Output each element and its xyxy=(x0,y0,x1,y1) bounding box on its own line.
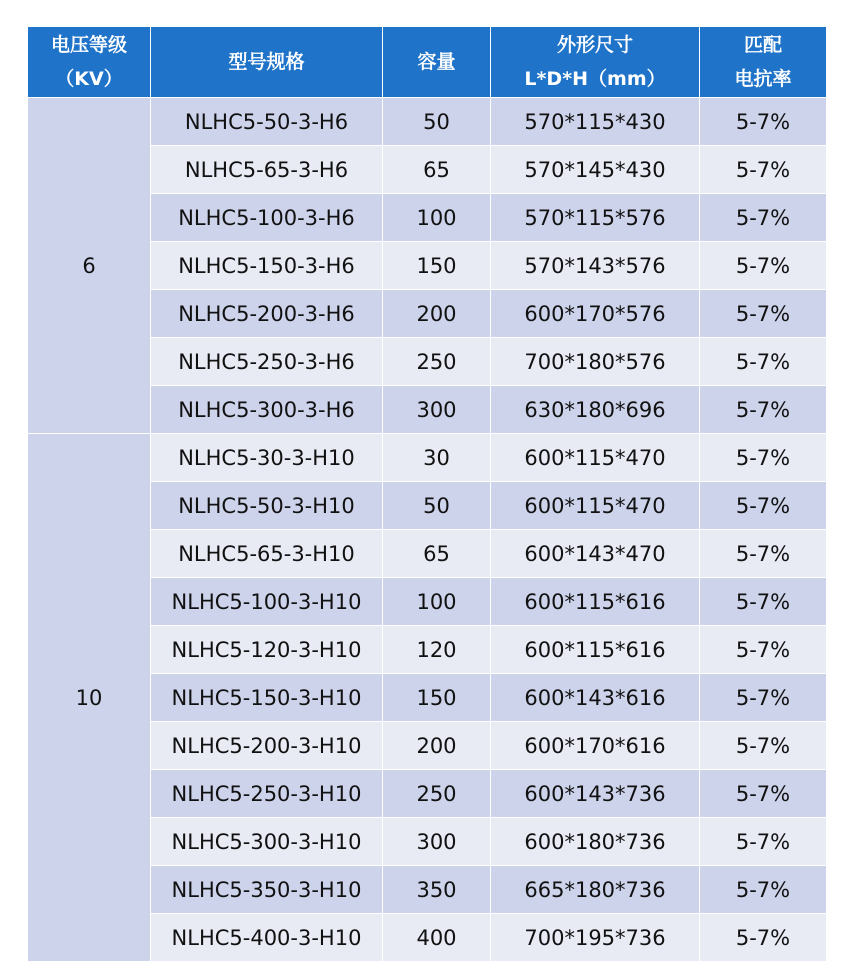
dimension-cell: 570*145*430 xyxy=(491,146,700,194)
reactance-cell: 5-7% xyxy=(700,770,827,818)
table-row xyxy=(28,98,827,146)
header-voltage-line-1: 电压等级 xyxy=(50,34,127,56)
capacity-cell: 50 xyxy=(383,98,491,146)
dimension-cell: 600*180*736 xyxy=(491,818,700,866)
capacity-cell: 30 xyxy=(383,434,491,482)
model-cell: NLHC5-350-3-H10 xyxy=(151,866,383,914)
header-voltage-line-2: （KV） xyxy=(55,68,123,90)
model-cell: NLHC5-400-3-H10 xyxy=(151,914,383,962)
dimension-cell: 600*143*470 xyxy=(491,530,700,578)
capacity-cell: 50 xyxy=(383,482,491,530)
dimension-cell: 600*115*470 xyxy=(491,434,700,482)
reactance-cell: 5-7% xyxy=(700,386,827,434)
model-cell: NLHC5-100-3-H6 xyxy=(151,194,383,242)
dimension-cell: 600*143*736 xyxy=(491,770,700,818)
header-reactance-line-2: 电抗率 xyxy=(734,68,792,90)
model-cell: NLHC5-300-3-H6 xyxy=(151,386,383,434)
model-cell: NLHC5-200-3-H10 xyxy=(151,722,383,770)
model-cell: NLHC5-65-3-H10 xyxy=(151,530,383,578)
reactance-cell: 5-7% xyxy=(700,914,827,962)
header-model: 型号规格 xyxy=(151,27,383,98)
capacity-cell: 300 xyxy=(383,386,491,434)
reactance-cell: 5-7% xyxy=(700,674,827,722)
spec-table xyxy=(27,26,827,961)
dimension-cell: 600*143*616 xyxy=(491,674,700,722)
header-capacity: 容量 xyxy=(383,27,491,98)
capacity-cell: 120 xyxy=(383,626,491,674)
dimension-cell: 700*195*736 xyxy=(491,914,700,962)
model-cell: NLHC5-250-3-H10 xyxy=(151,770,383,818)
capacity-cell: 350 xyxy=(383,866,491,914)
reactance-cell: 5-7% xyxy=(700,98,827,146)
dimension-cell: 570*143*576 xyxy=(491,242,700,290)
model-cell: NLHC5-100-3-H10 xyxy=(151,578,383,626)
reactance-cell: 5-7% xyxy=(700,722,827,770)
model-cell: NLHC5-150-3-H10 xyxy=(151,674,383,722)
reactance-cell: 5-7% xyxy=(700,626,827,674)
header-dimension xyxy=(491,27,700,98)
dimension-cell: 600*115*616 xyxy=(491,578,700,626)
header-reactance-line-1: 匹配 xyxy=(743,34,782,56)
dimension-cell: 570*115*576 xyxy=(491,194,700,242)
table-row xyxy=(28,434,827,482)
header-dimension-line-2: L*D*H（mm） xyxy=(524,68,666,90)
dimension-cell: 570*115*430 xyxy=(491,98,700,146)
model-cell: NLHC5-300-3-H10 xyxy=(151,818,383,866)
dimension-cell: 665*180*736 xyxy=(491,866,700,914)
dimension-cell: 630*180*696 xyxy=(491,386,700,434)
capacity-cell: 250 xyxy=(383,770,491,818)
dimension-cell: 700*180*576 xyxy=(491,338,700,386)
reactance-cell: 5-7% xyxy=(700,818,827,866)
model-cell: NLHC5-150-3-H6 xyxy=(151,242,383,290)
header-row xyxy=(28,27,827,98)
model-cell: NLHC5-30-3-H10 xyxy=(151,434,383,482)
capacity-cell: 100 xyxy=(383,194,491,242)
dimension-cell: 600*115*470 xyxy=(491,482,700,530)
capacity-cell: 250 xyxy=(383,338,491,386)
capacity-cell: 150 xyxy=(383,674,491,722)
capacity-cell: 100 xyxy=(383,578,491,626)
reactance-cell: 5-7% xyxy=(700,194,827,242)
reactance-cell: 5-7% xyxy=(700,290,827,338)
table-body xyxy=(28,98,827,962)
reactance-cell: 5-7% xyxy=(700,482,827,530)
model-cell: NLHC5-120-3-H10 xyxy=(151,626,383,674)
reactance-cell: 5-7% xyxy=(700,338,827,386)
capacity-cell: 65 xyxy=(383,530,491,578)
model-cell: NLHC5-65-3-H6 xyxy=(151,146,383,194)
header-reactance xyxy=(700,27,827,98)
dimension-cell: 600*115*616 xyxy=(491,626,700,674)
capacity-cell: 300 xyxy=(383,818,491,866)
capacity-cell: 150 xyxy=(383,242,491,290)
reactance-cell: 5-7% xyxy=(700,242,827,290)
reactance-cell: 5-7% xyxy=(700,866,827,914)
reactance-cell: 5-7% xyxy=(700,578,827,626)
model-cell: NLHC5-250-3-H6 xyxy=(151,338,383,386)
model-cell: NLHC5-50-3-H10 xyxy=(151,482,383,530)
dimension-cell: 600*170*576 xyxy=(491,290,700,338)
reactance-cell: 5-7% xyxy=(700,434,827,482)
capacity-cell: 65 xyxy=(383,146,491,194)
reactance-cell: 5-7% xyxy=(700,530,827,578)
header-voltage xyxy=(28,27,151,98)
voltage-cell: 10 xyxy=(28,434,151,962)
model-cell: NLHC5-50-3-H6 xyxy=(151,98,383,146)
capacity-cell: 200 xyxy=(383,722,491,770)
model-cell: NLHC5-200-3-H6 xyxy=(151,290,383,338)
reactance-cell: 5-7% xyxy=(700,146,827,194)
header-dimension-line-1: 外形尺寸 xyxy=(556,34,633,56)
dimension-cell: 600*170*616 xyxy=(491,722,700,770)
capacity-cell: 400 xyxy=(383,914,491,962)
capacity-cell: 200 xyxy=(383,290,491,338)
voltage-cell: 6 xyxy=(28,98,151,434)
